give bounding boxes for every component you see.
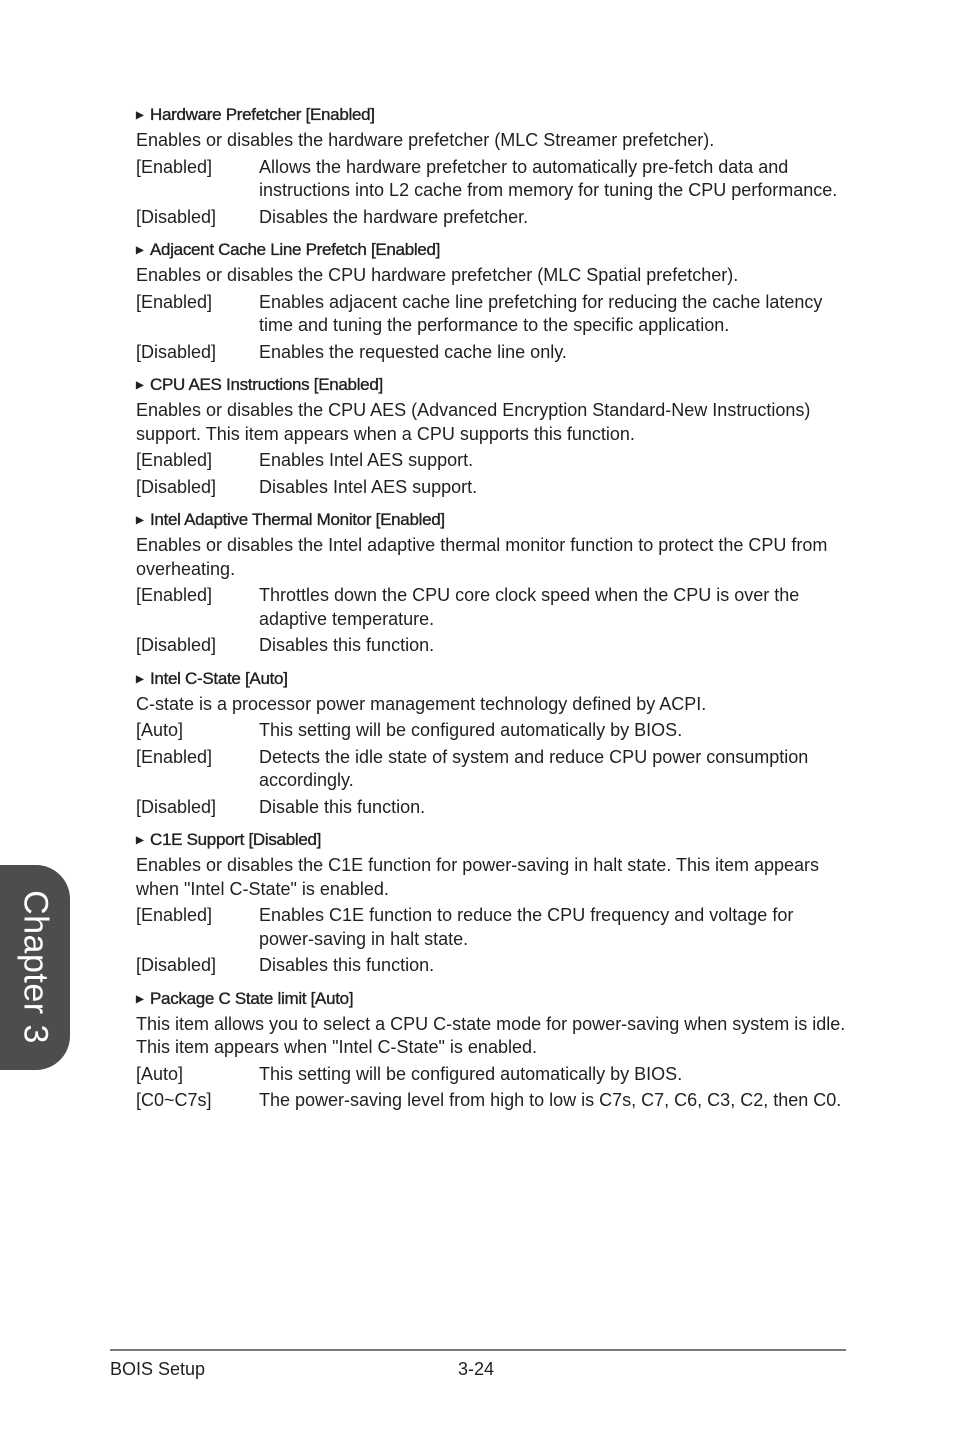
section-description: Enables or disables the CPU hardware prefetcher (MLC Spatial prefetcher). <box>136 265 739 285</box>
section-intel-adaptive-thermal-monitor <box>136 508 848 658</box>
section-heading <box>136 828 848 852</box>
option-row <box>136 584 848 631</box>
option-key: [Enabled] <box>136 585 213 605</box>
section-description: Enables or disables the Intel adaptive thermal monitor function to protect the CPU from overheating. <box>136 535 828 579</box>
option-row <box>136 634 848 658</box>
section-heading-text: Intel Adaptive Thermal Monitor [Enabled] <box>150 510 445 529</box>
option-row <box>136 1063 848 1087</box>
option-row <box>136 291 848 338</box>
section-heading-text: CPU AES Instructions [Enabled] <box>150 375 383 394</box>
option-key: [Auto] <box>136 1063 184 1084</box>
option-row <box>136 796 848 820</box>
section-heading <box>136 373 848 397</box>
option-value: Allows the hardware prefetcher to automatically pre-fetch data and instructions into L2 cache from memory for tuning the CPU performance. <box>259 156 838 200</box>
triangle-right-icon: ▶ <box>136 835 144 846</box>
section-heading-text: C1E Support [Disabled] <box>150 830 322 849</box>
option-value: Enables adjacent cache line prefetching for reducing the cache latency time and tuning the performance to the specific application. <box>259 291 823 335</box>
document-body <box>136 103 848 1122</box>
section-package-c-state-limit <box>136 987 848 1113</box>
option-row <box>136 746 848 793</box>
section-cpu-aes-instructions <box>136 373 848 499</box>
option-value: Enables the requested cache line only. <box>259 341 567 362</box>
section-hardware-prefetcher <box>136 103 848 229</box>
option-key: [Disabled] <box>136 476 217 497</box>
triangle-right-icon: ▶ <box>136 673 144 685</box>
section-description: Enables or disables the CPU AES (Advanced Encryption Standard-New Instructions) support. This item appears when a CPU supports this function. <box>136 400 811 444</box>
option-key: [Disabled] <box>136 955 217 975</box>
section-heading <box>136 103 848 127</box>
option-key: [Enabled] <box>136 450 213 470</box>
option-row <box>136 954 848 978</box>
option-key: [Auto] <box>136 720 184 740</box>
section-heading-text: Adjacent Cache Line Prefetch [Enabled] <box>150 240 441 259</box>
option-value: Disable this function. <box>259 796 426 817</box>
option-value: This setting will be configured automatically by BIOS. <box>259 1063 683 1084</box>
option-row <box>136 156 848 203</box>
option-key: [Disabled] <box>136 206 217 227</box>
option-key: [Enabled] <box>136 156 213 177</box>
option-row <box>136 206 848 230</box>
section-heading-text: Intel C-State [Auto] <box>150 668 288 688</box>
option-value: Disables this function. <box>259 635 435 655</box>
option-row <box>136 449 848 473</box>
option-key: [Disabled] <box>136 635 217 655</box>
option-row <box>136 904 848 951</box>
option-key: [Enabled] <box>136 905 213 925</box>
section-intel-c-state <box>136 667 848 820</box>
option-value: Enables C1E function to reduce the CPU frequency and voltage for power-saving in halt state. <box>259 905 794 949</box>
section-adjacent-cache-line-prefetch <box>136 238 848 364</box>
section-heading <box>136 667 848 691</box>
option-value: Disables Intel AES support. <box>259 476 478 497</box>
option-key: [Enabled] <box>136 746 213 767</box>
option-row <box>136 341 848 365</box>
section-heading <box>136 508 848 532</box>
option-row <box>136 1089 848 1113</box>
option-value: Disables this function. <box>259 955 435 975</box>
triangle-right-icon: ▶ <box>136 993 144 1005</box>
option-key: [C0~C7s] <box>136 1090 212 1110</box>
chapter-tab-label: Chapter 3 <box>16 890 55 1044</box>
section-c1e-support <box>136 828 848 978</box>
option-key: [Disabled] <box>136 341 217 362</box>
option-row <box>136 719 848 743</box>
option-key: [Enabled] <box>136 291 213 312</box>
option-row <box>136 476 848 500</box>
option-value: Throttles down the CPU core clock speed when the CPU is over the adaptive temperature. <box>259 585 800 629</box>
triangle-right-icon: ▶ <box>136 515 144 526</box>
section-description: C-state is a processor power management technology defined by ACPI. <box>136 693 707 714</box>
triangle-right-icon: ▶ <box>136 110 144 121</box>
option-value: Disables the hardware prefetcher. <box>259 206 529 227</box>
chapter-tab <box>0 865 70 1070</box>
option-value: This setting will be configured automatically by BIOS. <box>259 720 683 740</box>
option-value: The power-saving level from high to low is C7s, C7, C6, C3, C2, then C0. <box>259 1090 842 1110</box>
section-description: Enables or disables the C1E function for power-saving in halt state. This item appears when "Intel C-State" is enabled. <box>136 855 820 899</box>
section-heading-text: Package C State limit [Auto] <box>150 988 354 1008</box>
section-heading <box>136 238 848 262</box>
option-key: [Disabled] <box>136 796 217 817</box>
option-value: Detects the idle state of system and reduce CPU power consumption accordingly. <box>259 746 809 790</box>
section-heading <box>136 987 848 1011</box>
section-description: This item allows you to select a CPU C-state mode for power-saving when system is idle. This item appears when "Intel C-State" is enabled. <box>136 1013 846 1057</box>
footer-page-number: 3-24 <box>458 1359 495 1379</box>
option-value: Enables Intel AES support. <box>259 450 474 470</box>
section-description: Enables or disables the hardware prefetcher (MLC Streamer prefetcher). <box>136 130 715 150</box>
footer-section-title: BOIS Setup <box>110 1359 206 1379</box>
section-heading-text: Hardware Prefetcher [Enabled] <box>150 105 375 124</box>
footer-divider <box>110 1349 846 1351</box>
triangle-right-icon: ▶ <box>136 245 144 256</box>
triangle-right-icon: ▶ <box>136 380 144 391</box>
